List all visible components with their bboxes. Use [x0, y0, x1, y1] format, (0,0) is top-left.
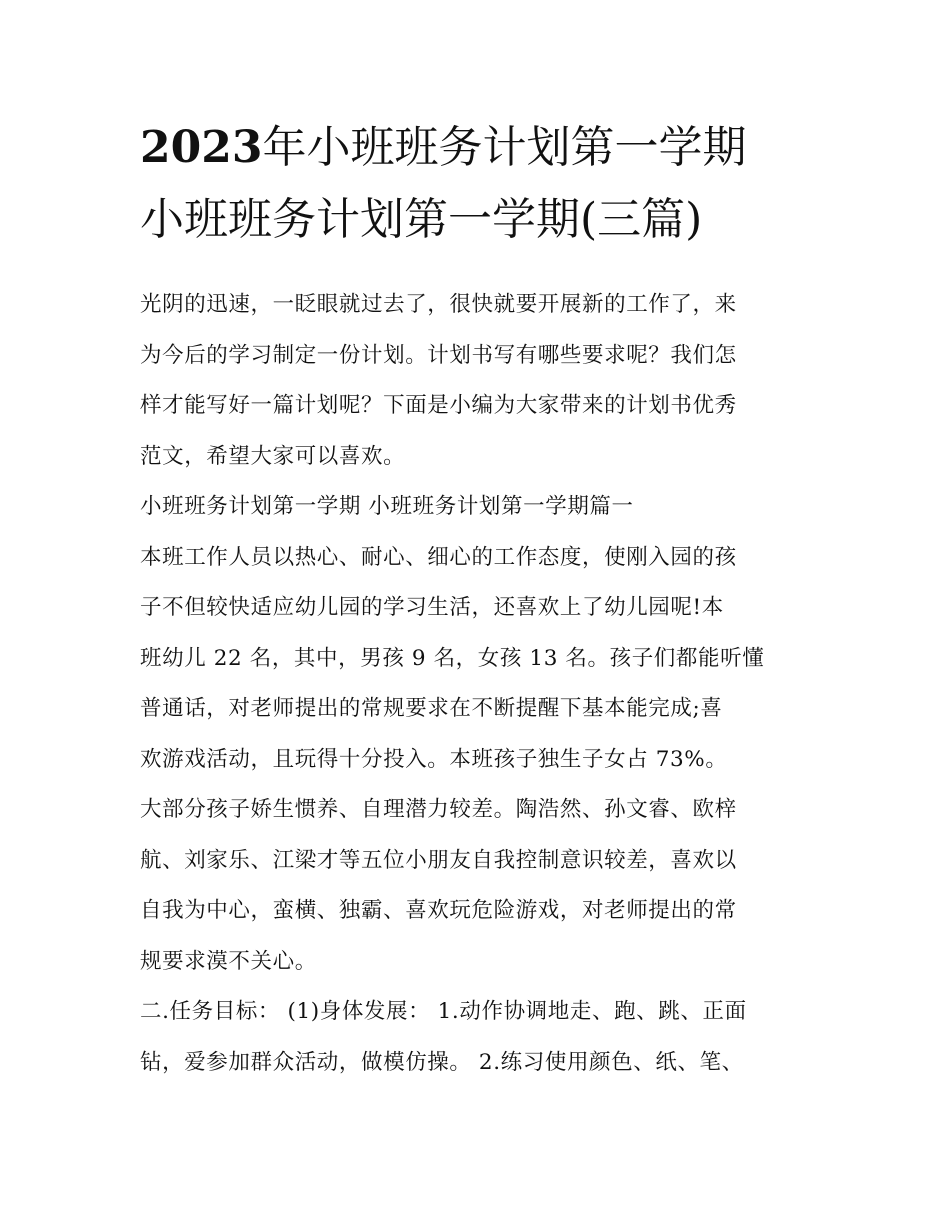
body-line: 自我为中心，蛮横、独霸、喜欢玩危险游戏，对老师提出的常 — [140, 898, 737, 923]
title-line-2: 小班班务计划第一学期(三篇) — [140, 194, 703, 245]
body-line: 为今后的学习制定一份计划。计划书写有哪些要求呢？我们怎 — [140, 342, 737, 368]
title-line-1-text: 年小班班务计划第一学期 — [262, 122, 747, 173]
body-line: 大部分孩子娇生惯养、自理潜力较差。陶浩然、孙文睿、欧梓 — [140, 797, 737, 822]
body-line: 子不但较快适应幼儿园的学习生活，还喜欢上了幼儿园呢!本 — [140, 595, 724, 620]
body-line: 范文，希望大家可以喜欢。 — [140, 443, 406, 469]
body-line: 航、刘家乐、江梁才等五位小朋友自我控制意识较差，喜欢以 — [140, 847, 737, 873]
document-body — [140, 280, 820, 1088]
body-line: 钻，爱参加群众活动，做模仿操。 2.练习使用颜色、纸、笔、 — [140, 1049, 744, 1075]
section-heading-line: 小班班务计划第一学期 小班班务计划第一学期篇一 — [140, 494, 634, 519]
body-line: 欢游戏活动，且玩得十分投入。本班孩子独生子女占 73%。 — [140, 746, 728, 772]
body-line: 班幼儿 22 名，其中，男孩 9 名，女孩 13 名。孩子们都能听懂 — [140, 645, 765, 671]
title-line-1 — [140, 112, 820, 184]
document-title — [140, 112, 820, 256]
body-line: 样才能写好一篇计划呢？下面是小编为大家带来的计划书优秀 — [140, 393, 737, 418]
body-line: 规要求漠不关心。 — [140, 948, 317, 974]
body-line: 普通话，对老师提出的常规要求在不断提醒下基本能完成;喜 — [140, 696, 723, 721]
body-line: 二.任务目标： (1)身体发展： 1.动作协调地走、跑、跳、正面 — [140, 999, 747, 1024]
body-line: 本班工作人员以热心、耐心、细心的工作态度，使刚入园的孩 — [140, 544, 737, 570]
body-line: 光阴的迅速，一眨眼就过去了，很快就要开展新的工作了，来 — [140, 292, 737, 317]
title-year: 2023 — [140, 122, 263, 173]
